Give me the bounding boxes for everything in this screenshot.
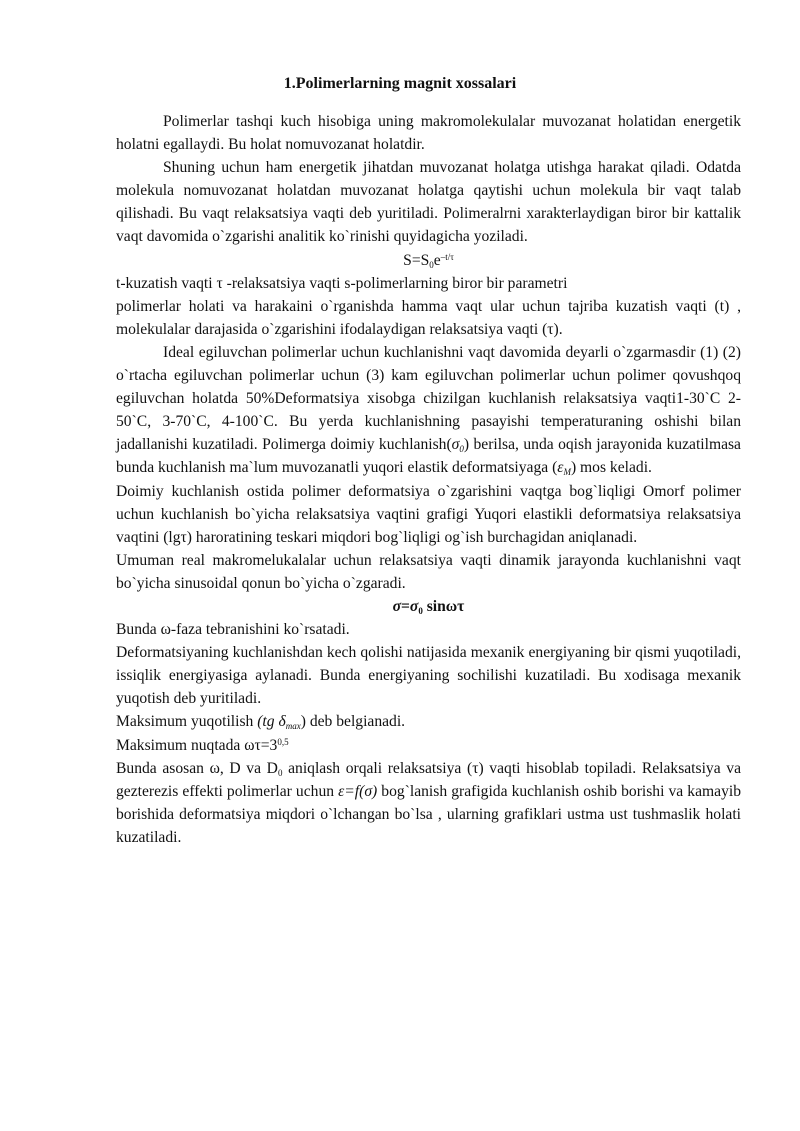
paragraph-12: Bunda asosan ω, D va $D_0$ aniqlash orqali relaksatsiya (τ) vaqti hisoblab topiladi. Relaksatsiya va gezterezis effekti polimerlar uchun ε=f(σ) bog`lanish grafigida kuchlanish oshib borishi va kamayib borishida deformatsiya miqdori o`lchangan bo`lsa , ularning grafiklari ustma ust tushmaslik holati kuzatiladi. xyxy=(116,759,742,846)
paragraph-4: polimerlar holati va harakaini o`rganishda hamma vaqt ular uchun tajriba kuzatish vaqti (t) , molekulalar darajasida o`zgarishini ifodalaydigan relaksatsiya vaqti (τ). xyxy=(116,297,741,338)
paragraph-3: t-kuzatish vaqti τ -relaksatsiya vaqti s-polimerlarning biror bir parametri xyxy=(116,274,568,292)
paragraph-6: Doimiy kuchlanish ostida polimer deformatsiya o`zgarishini vaqtga bog`liqligi Omorf polimer uchun kuchlanish bo`yicha relaksatsiya vaqtini grafigi Yuqori elastikli deformatsiya relaksatsiya vaqtini (lgτ) haroratining teskari miqdori bog`liqligi og`ish burchagidan aniqlanadi. xyxy=(116,482,741,546)
body-text xyxy=(116,110,741,849)
formula-sinusoidal: $\sigma=\sigma_0$ sinωτ xyxy=(392,597,465,616)
paragraph-8: Bunda ω-faza tebranishini ko`rsatadi. xyxy=(116,621,350,639)
page-title: 1.Polimerlarning magnit xossalari xyxy=(283,75,517,92)
paragraph-10: Maksimum yuqotilish (tg $\delta_{max}$) deb belgianadi. xyxy=(116,713,406,732)
paragraph-1: Polimerlar tashqi kuch hisobiga uning makromolekulalar muvozanat holatidan energetik holatni egallaydi. Bu holat nomuvozanat holatdir. xyxy=(116,113,741,154)
paragraph-11: Maksimum nuqtada $\omega\tau=3^{0,5}$ xyxy=(116,736,289,754)
paragraph-9: Deformatsiyaning kuchlanishdan kech qolishi natijasida mexanik energiyaning bir qismi yuqotiladi, issiqlik energiyasiga aylanadi. Bunda energiyaning sochilishi kuzatiladi. Bu xodisaga mexanik yuqotish deb yuritiladi. xyxy=(116,644,741,708)
paragraph-7: Umuman real makromelukalalar uchun relaksatsiya vaqti dinamik jarayonda kuchlanishni vaqt bo`yicha sinusoidal qonun bo`yicha o`zgaradi. xyxy=(116,551,741,592)
paragraph-2: Shuning uchun ham energetik jihatdan muvozanat holatga utishga harakat qiladi. Odatda molekula nomuvozanat holatdan muvozanat holatga qaytishi uchun molekula bir vaqt talab qilishadi. Bu vaqt relaksatsiya vaqti deb yuritiladi. Polimeralrni xarakterlaydigan biror bir kattalik vaqt davomida o`zgarishi analitik ko`rinishi quyidagicha yoziladi. xyxy=(116,159,741,246)
formula-relaxation: $S=S_0e^{-t/\tau}$ xyxy=(403,251,454,270)
paragraph-5: Ideal egiluvchan polimerlar uchun kuchlanishni vaqt davomida deyarli o`zgarmasdir (1) (2) o`rtacha egiluvchan polimerlar uchun (3) kam egiluvchan polimerlar uchun polimer qovushqoq egiluvchan holatda 50%Deformatsiya xisobga chizilgan kuchlanish relaksatsiya vaqti1-30`C 2-50`C, 3-70`C, 4-100`C. Bu yerda kuchlanishning pasayishi temperaturaning oshishi bilan jadallanishi kuzatiladi. Polimerga doimiy $kuchlanish(\sigma_0)$ berilsa, unda oqish jarayonida kuzatilmasa bunda kuchlanish ma`lum muvozanatli yuqori elastik deformatsiyaga $(\varepsilon_M)$ mos keladi. xyxy=(116,343,741,478)
